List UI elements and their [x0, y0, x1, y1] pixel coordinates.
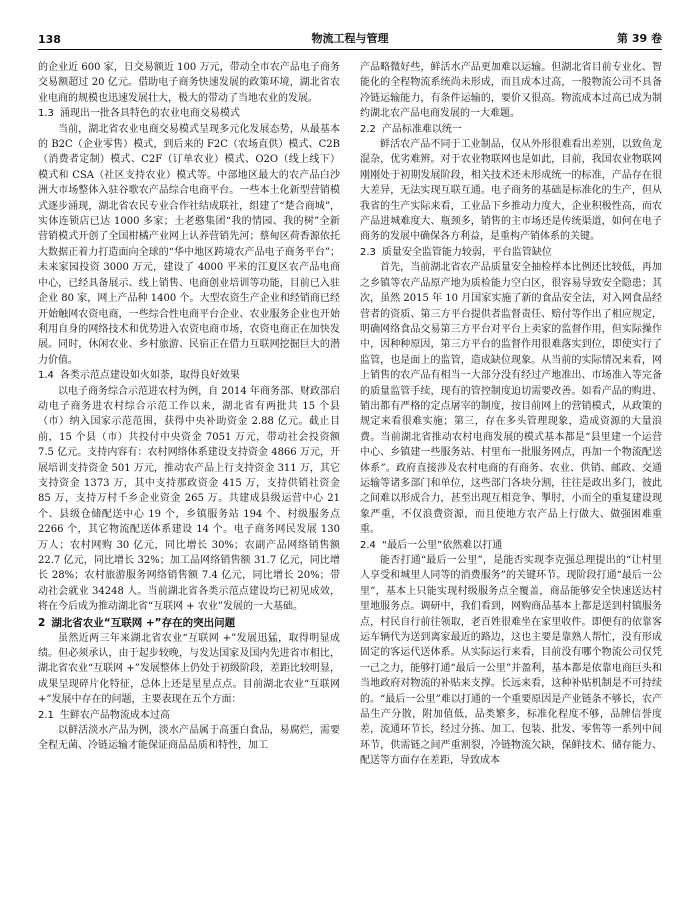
section-number: 2.4	[360, 539, 376, 551]
section-number: 2.2	[360, 123, 376, 135]
paragraph: 的企业近 600 家，日交易额近 100 万元，带动全市农产品电子商务交易额超过 20 亿元。借助电子商务快速发展的政策环境，湖北省农业电商的规模也迅速发展壮大，极大的带动了当地农业的发展。	[38, 62, 340, 104]
section-number: 1.3	[38, 108, 54, 120]
paragraph: 鲜活农产品不同于工业制品，仅从外形很难看出差别，以致鱼龙混杂，优劣难辨。对于农业物联网也是如此，目前，我国农业物联网刚刚处于初期发展阶段，相关技术还未形成统一的标准，产品存在很大差异，无法实现互联互通。电子商务的基础是标准化的生产，但从我省的生产实际来看，工业品下乡推动力度大，企业积极性高，而农产品进城难度大、瓶颈多，销售的主市场还是传统渠道，如何在电子商务的发展中确保各方利益，是重构产销体系的关键。	[360, 139, 662, 243]
paragraph: 以鲜活淡水产品为例，淡水产品属于高蛋白食品，易腐烂，需要全程无菌、冷链运输才能保证商品品质和特性，加工	[38, 725, 340, 752]
page-header	[38, 30, 662, 50]
subsection-heading	[38, 368, 340, 383]
section-number: 1.4	[38, 370, 54, 382]
journal-title: 物流工程与管理	[311, 32, 389, 45]
section-title: “最后一公里”依然难以打通	[381, 539, 503, 551]
subsection-heading	[360, 245, 662, 260]
section-heading	[38, 615, 340, 631]
paragraph: 当前，湖北省农业电商交易模式呈现多元化发展态势，从最基本的 B2C（企业零售）模式，到后来的 F2C（农场直供）模式、C2B（消费者定制）模式、C2F（订单农业）模式、O2O（线上线下）模式和 CSA（社区支持农业）模式等。中部地区最大的农产品白沙洲大市场整体入驻谷歌农产品综合电商平台。一些本土化新型营销模式逐步涌现，湖北省农民专业合作社结成联社，组建了“楚合商城”，实体连锁店已达 1000 多家；土老憨集团“我的情园、我的树”全新营销模式开创了全国柑橘产业网上认养营销先河；蔡甸区荷香源依托大数据正着力打造面向全球的“华中地区跨境农产品电子商务平台”；未来家园投资 3000 万元，建设了 4000 平米的江夏区农产品电商中心，已经具备展示、线上销售、电商创业培训等功能，目前已入驻企业 80 家，网上产品种 1400 个。大型农资生产企业和经销商已经开始触网农资电商，一些综合性电商平台企业、农业服务企业也开始利用自身的网络技术和优势进入农资电商市场，农资电商正在加快发展。同时，休闲农业、乡村旅游、民宿正在借力互联网挖掘巨大的潜力价值。	[38, 123, 340, 366]
subsection-heading	[360, 538, 662, 553]
subsection-heading	[38, 708, 340, 723]
section-title: 产品标准难以统一	[381, 123, 462, 135]
body-columns	[38, 60, 662, 769]
paragraph: 能否打通“最后一公里”，是能否实现李克强总理提出的“让村里人享受和城里人同等的消费服务”的关键环节。现阶段打通“最后一公里”，基本上只能实现村级服务点全覆盖，商品能够安全快速送达村里地服务点。调研中，我们看到，网购商品基本上都是送到村镇服务点，村民自行前往领取，老百姓很难坐在家里收件。即便有的依靠客运车辆代为送到离家最近的路边，这也主要是靠熟人帮忙，没有形成固定的客运代送体系。从实际运行来看，目前没有哪个物流公司仅凭一己之力，能够打通“最后一公里”并盈利，基本都是依靠电商巨头和当地政府对物流的补贴来支撑。长远来看，这种补贴机制是不可持续的。“最后一公里”难以打通的一个重要原因是产业链条不够长，农产品生产分散，附加值低，品类繁多，标准化程度不够，品牌信誉度差，流通环节长，经过分拣、加工、包装、批发、零售等一系列中间环节，供需链之间严重割裂，冷链物流欠缺，保鲜技术、储存能力、配送等方面存在差距，导致成本	[360, 555, 662, 767]
paragraph: 虽然近两三年来湖北省农业“互联网 +”发展迅猛，取得明显成绩。但必须承认，由于起步较晚，与发达国家及国内先进省市相比，湖北省农业“互联网 +”发展整体上仍处于初级阶段，差距比较明显，成果呈现碎片化特征，总体上还是星星点点。目前湖北农业“互联网 +”发展中存在的问题，主要表现在五个方面：	[38, 632, 340, 706]
paragraph: 首先，当前湖北省农产品质量安全抽检样本比例还比较低，再加之乡镇等农产品原产地为质检能力空白区，很容易导致安全隐患；其次，虽然 2015 年 10 月国家实施了新的食品安全法，对入网食品经营者的资质、第三方平台提供者监督责任、赔付等作出了相应规定，明确网络食品交易第三方平台对平台上卖家的监督作用，但实际操作中，因种种原因，第三方平台的监督作用很难落实到位，即使实行了监管，也是面上的监管，造成缺位现象。从当前的实际情况来看，网上销售的农产品有相当一大部分没有经过产地准出、市场准入等完备的质量监管手续，现有的管控制度迫切需要改善。如看产品的购进、销出都有严格的定点屠宰的制度，按目前网上的营销模式，从政策的规定来看很难实施；第三，存在多头管理现象，造成资源的大量浪费。当前湖北省推动农村电商发展的模式基本都是“县里建一个运营中心、乡镇建一些服务站、村里布一批服务网点，再加一个物流配送体系”。政府直接涉及农村电商的有商务、农业、供销、邮政、交通运输等诸多部门和单位，这些部门各块分割，往往是政出多门，彼此之间难以形成合力，甚至出现互相竞争、掣肘，小而全的重复建设现象严重，不仅浪费资源，而且使地方农产品上行做大、做强困难重重。	[360, 262, 662, 536]
subsection-heading	[38, 106, 340, 121]
section-number: 2.1	[38, 709, 54, 721]
section-title: 各类示范点建设如火如荼，取得良好效果	[59, 370, 240, 382]
volume-label: 第 39 卷	[617, 32, 662, 45]
paragraph: 产品略微好些，鲜活水产品更加难以运输。但湖北省目前专业化、智能化的全程物流系统尚未形成，而且成本过高，一般物流公司不具备冷链运输能力，有条件运输的，要价又很高。物流成本过高已成为制约湖北农产品电商发展的一大难题。	[360, 62, 662, 120]
section-title: 生鲜农产品物流成本过高	[59, 709, 170, 721]
section-title: 质量安全监管能力较弱，平台监管缺位	[381, 246, 552, 258]
left-column	[38, 60, 340, 769]
paragraph: 以电子商务综合示范进农村为例，自 2014 年商务部、财政部启动电子商务进农村综合示范工作以来，湖北省有两批共 15 个县（市）纳入国家示范范围，获得中央补助资金 2.88 亿元。截止目前，15 个县（市）共投付中央资金 7051 万元，带动社会投资额 7.5 亿元。支持内容有：农村网络体系建设支持资金 4866 万元，开展培训支持资金 501 万元，推动农产品上行支持资金 311 万，其它支持资金 1373 万，其中支持那政资金 415 万，支持供销社资金 85 万，支持万村千乡企业资金 265 万。共建成县级运营中心 21 个、县级仓储配送中心 19 个，乡镇服务站 194 个、村级服务点 2266 个，其它物流配送体系建设 14 个。电子商务网民发展 130 万人；农村网购 30 亿元，同比增长 30%；农副产品网络销售额 22.7 亿元，同比增长 32%；加工品网络销售额 31.7 亿元，同比增长 28%；农村旅游服务网络销售额 7.4 亿元，同比增长 20%；带动社会就业 34248 人。当前湖北省各类示范点建设均已初见成效，将在今后成为推动湖北省“互联网 + 农业”发展的一大基础。	[38, 385, 340, 613]
section-title: 涌现出一批各具特色的农业电商交易模式	[59, 108, 240, 120]
section-title: 湖北省农业“互联网 +”存在的突出问题	[51, 616, 236, 629]
right-column	[360, 60, 662, 769]
page-number: 138	[38, 33, 61, 46]
section-number: 2.3	[360, 246, 376, 258]
subsection-heading	[360, 122, 662, 137]
section-number: 2	[38, 616, 46, 629]
